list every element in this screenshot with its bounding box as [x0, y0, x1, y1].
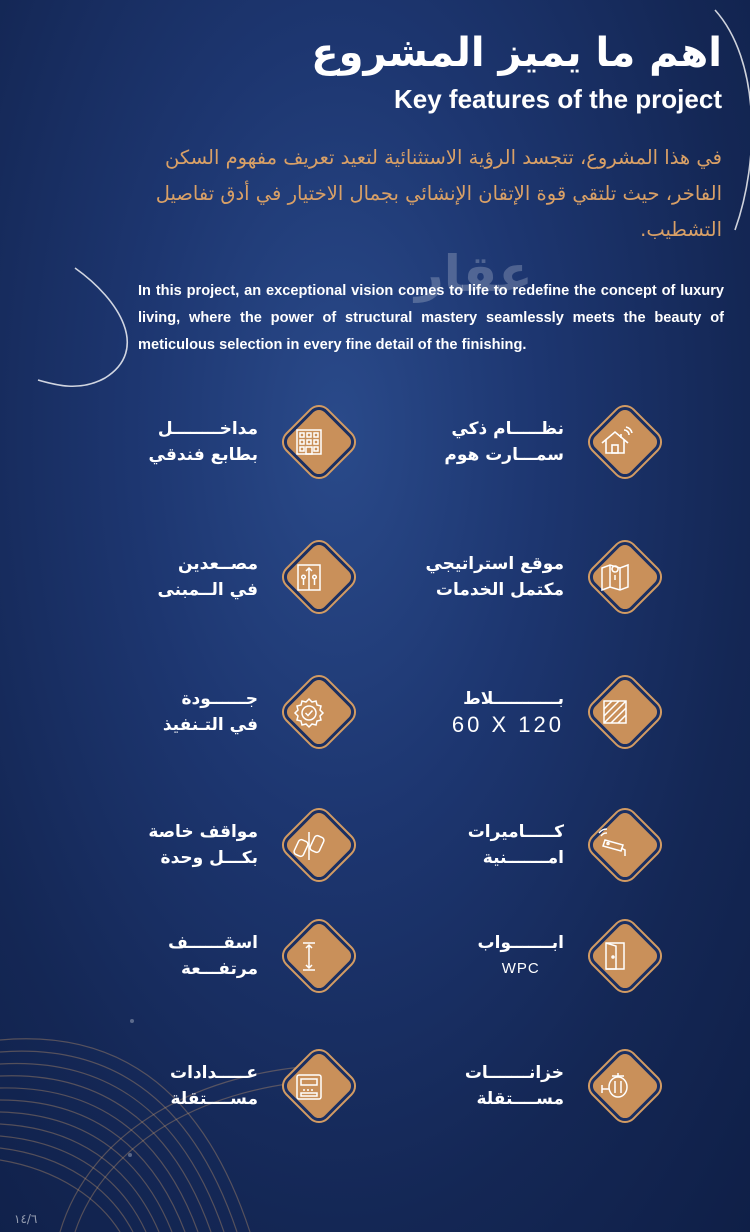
meter-icon	[282, 1059, 336, 1113]
feature-cameras	[430, 795, 650, 895]
feature-title: كـــــاميرات	[467, 822, 564, 842]
feature-subtitle: في التـنفيذ	[162, 715, 258, 735]
feature-tanks	[430, 1036, 650, 1136]
watermark-logo: عقار	[415, 245, 533, 303]
feature-subtitle: امـــــــنية	[482, 848, 564, 868]
feature-subtitle: مرتفـــعة	[180, 959, 258, 979]
feature-quality	[124, 662, 344, 762]
feature-title: مداخــــــــل	[157, 419, 258, 439]
smart-home-icon	[588, 415, 642, 469]
feature-subtitle: مســــتقلة	[170, 1089, 258, 1109]
feature-subtitle: 60 X 120	[451, 712, 564, 737]
parking-cars-icon	[282, 818, 336, 872]
feature-hotel-entrances	[124, 392, 344, 492]
page-title-arabic: اهم ما يميز المشروع	[311, 30, 722, 76]
feature-title: جــــــودة	[181, 689, 258, 709]
intro-paragraph-arabic: في هذا المشروع، تتجسد الرؤية الاستثنائية لتعيد تعريف مفهوم السكن الفاخر، حيث تلتقي قوة الإتقان الإنشائي بجمال الاختيار في أدق تفاصيل التشطيب.	[155, 146, 722, 241]
feature-title: نظـــــام ذكي	[451, 419, 564, 439]
ceiling-height-icon	[282, 929, 336, 983]
feature-subtitle: WPC	[501, 960, 540, 977]
water-tank-icon	[588, 1059, 642, 1113]
feature-subtitle: في الــمبنى	[157, 580, 258, 600]
feature-meters	[124, 1036, 344, 1136]
tiles-icon	[588, 685, 642, 739]
security-camera-icon	[588, 818, 642, 872]
feature-title: ابـــــــواب	[477, 933, 564, 953]
building-icon	[282, 415, 336, 469]
feature-subtitle: بطابع فندقي	[148, 445, 258, 465]
page-number: ١٤/٦	[14, 1212, 38, 1226]
feature-title: عـــــدادات	[170, 1063, 258, 1083]
feature-doors	[430, 906, 650, 1006]
door-icon	[588, 929, 642, 983]
feature-smart-home	[430, 392, 650, 492]
feature-tiles	[430, 662, 650, 762]
feature-ceilings	[124, 906, 344, 1006]
feature-elevators	[124, 527, 344, 627]
feature-location	[425, 527, 650, 627]
feature-subtitle: سمـــارت هوم	[444, 445, 564, 465]
feature-title: موقع استراتيجي	[425, 554, 564, 574]
quality-badge-icon	[282, 685, 336, 739]
feature-parking	[124, 795, 344, 895]
feature-subtitle: مكتمل الخدمات	[435, 580, 564, 600]
feature-title: خزانـــــــات	[464, 1063, 564, 1083]
feature-title: بـــــــــــلاط	[463, 689, 564, 709]
feature-subtitle: بكـــل وحدة	[160, 848, 258, 868]
map-icon	[588, 550, 642, 604]
elevator-icon	[282, 550, 336, 604]
feature-title: مواقف خاصة	[148, 822, 258, 842]
feature-subtitle: مســــتقلة	[476, 1089, 564, 1109]
intro-paragraph-english: In this project, an exceptional vision comes to life to redefine the concept of luxury living, where the power of structural mastery seamlessly meets the beauty of meticulous selection in every fine detail of the finishing.	[138, 283, 724, 353]
feature-title: اسقــــــف	[168, 933, 258, 953]
feature-title: مصــعدين	[178, 554, 258, 574]
page-title-english: Key features of the project	[394, 84, 722, 114]
